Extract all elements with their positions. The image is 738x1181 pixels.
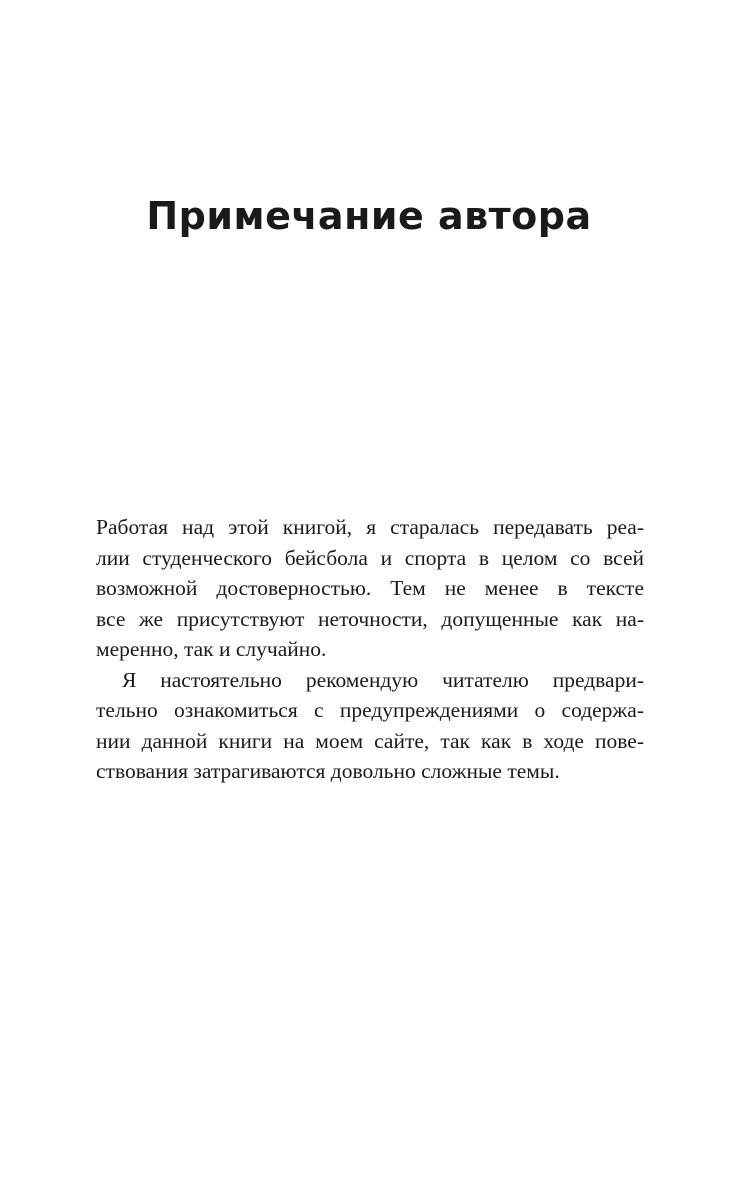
text-line: меренно, так и случайно. xyxy=(96,637,327,661)
text-line: Работая над этой книгой, я старалась передавать реа- xyxy=(96,515,644,539)
body-text xyxy=(96,512,644,787)
page-title: Примечание автора xyxy=(146,194,592,238)
text-line: все же присутствуют неточности, допущенные как на- xyxy=(96,606,644,631)
text-line: возможной достоверностью. Тем не менее в тексте xyxy=(96,576,644,600)
text-line: Я настоятельно рекомендую читателю предвари- xyxy=(122,667,644,692)
paragraph-2 xyxy=(96,665,644,787)
text-line: лии студенческого бейсбола и спорта в целом со всей xyxy=(96,545,644,570)
text-line: нии данной книги на моем сайте, так как в ходе пове- xyxy=(96,728,644,753)
text-line: ствования затрагиваются довольно сложные темы. xyxy=(96,759,560,783)
text-line: тельно ознакомиться с предупреждениями о содержа- xyxy=(96,698,644,722)
paragraph-1 xyxy=(96,512,644,665)
